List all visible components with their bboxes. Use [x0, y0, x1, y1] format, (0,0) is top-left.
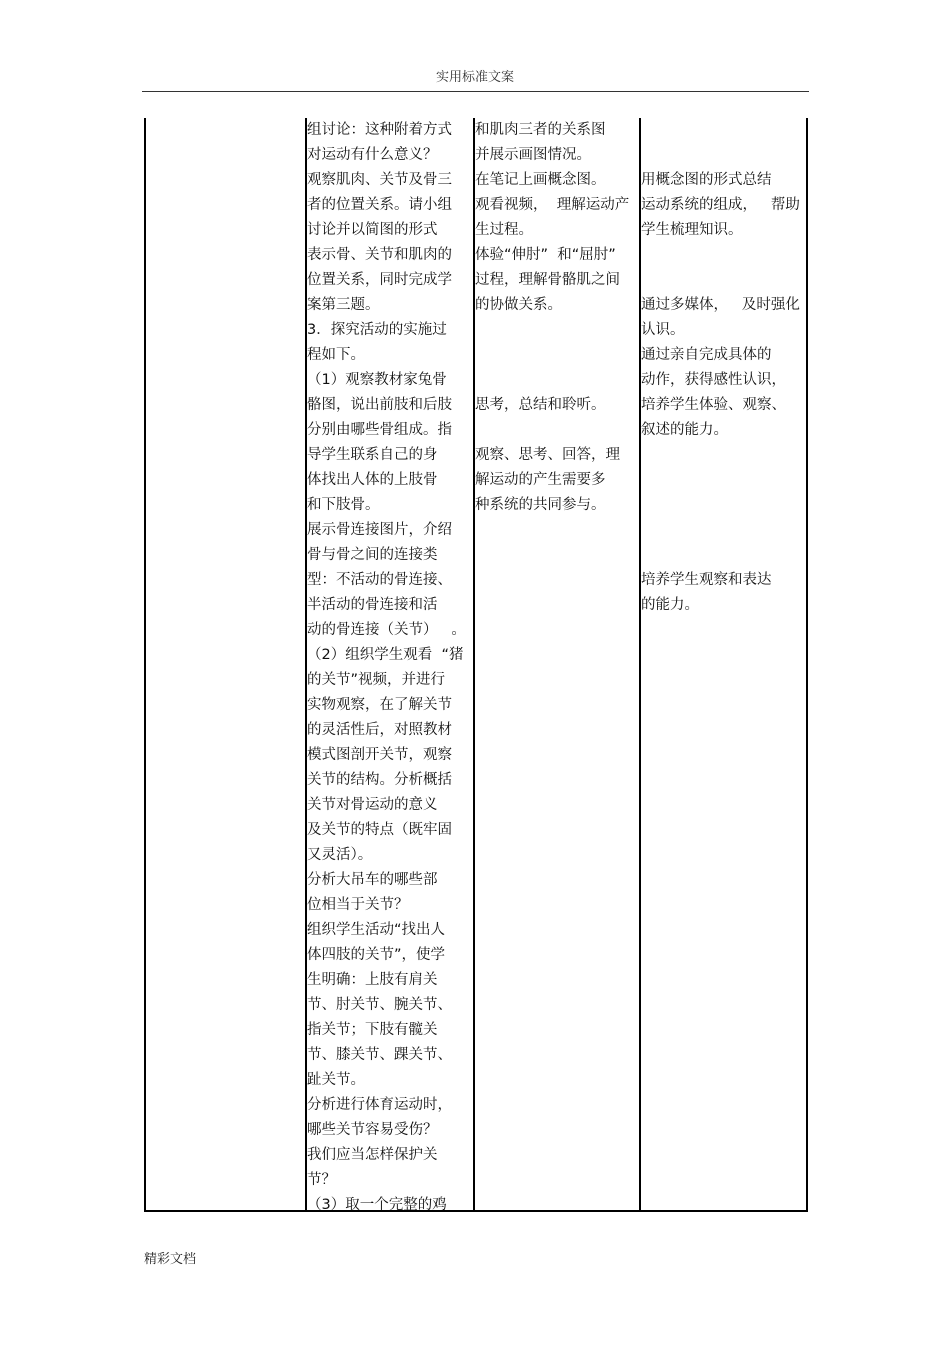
col3-text-line [641, 118, 806, 143]
table-border-bottom [144, 1210, 808, 1212]
col3-text-line: 培养学生体验、观察、 [641, 397, 786, 413]
col1-text-line: 节、肘关节、腕关节、 [307, 997, 452, 1013]
col1-text-line: 我们应当怎样保护关 [307, 1147, 438, 1163]
col3-text-line: 学生梳理知识。 [641, 222, 743, 238]
col2-text-line: 和肌肉三者的关系图 [475, 122, 606, 138]
col1-text-line: （2）组织学生观看 “猪 [307, 647, 464, 663]
col1-text-line: 半活动的骨连接和活 [307, 597, 438, 613]
col3-text-line [641, 493, 806, 518]
design-intent-column [641, 118, 806, 618]
col3-text-line: 的能力。 [641, 597, 699, 613]
col2-text-line [475, 343, 639, 368]
col2-text-line: 观看视频， 理解运动产 [475, 197, 630, 213]
col3-text-line [641, 518, 806, 543]
col1-text-line: 对运动有什么意义？ [307, 147, 438, 163]
col3-text-line: 通过亲自完成具体的 [641, 347, 772, 363]
col2-text-line: 体验“伸肘” 和“屈肘” [475, 247, 616, 263]
col2-text-line: 种系统的共同参与。 [475, 497, 606, 513]
col3-text-line [641, 143, 806, 168]
col1-text-line: 骨与骨之间的连接类 [307, 547, 438, 563]
col1-text-line: 位置关系，同时完成学 [307, 272, 452, 288]
col1-text-line: 分别由哪些骨组成。指 [307, 422, 452, 438]
col3-text-line [641, 468, 806, 493]
col1-text-line: 分析进行体育运动时， [307, 1097, 452, 1113]
col1-text-line: （3）取一个完整的鸡 [307, 1197, 447, 1213]
col1-text-line: 实物观察，在了解关节 [307, 697, 452, 713]
col3-text-line: 培养学生观察和表达 [641, 572, 772, 588]
col2-text-line [475, 368, 639, 393]
col3-text-line: 通过多媒体， 及时强化 [641, 297, 800, 313]
table-border-right [806, 118, 808, 1212]
col3-text-line: 动作，获得感性认识， [641, 372, 786, 388]
col1-text-line: 导学生联系自己的身 [307, 447, 438, 463]
col3-text-line [641, 243, 806, 268]
col1-text-line: 组织学生活动“找出人 [307, 922, 446, 938]
col1-text-line: 的灵活性后，对照教材 [307, 722, 452, 738]
col3-text-line: 叙述的能力。 [641, 422, 728, 438]
col1-text-line: 型：不活动的骨连接、 [307, 572, 452, 588]
col2-text-line: 解运动的产生需要多 [475, 472, 606, 488]
col1-text-line: 分析大吊车的哪些部 [307, 872, 438, 888]
col1-text-line: 节？ [307, 1172, 336, 1188]
col1-text-line: 骼图，说出前肢和后肢 [307, 397, 452, 413]
col2-text-line: 生过程。 [475, 222, 533, 238]
col1-text-line: 讨论并以简图的形式 [307, 222, 438, 238]
col1-text-line: （1）观察教材家兔骨 [307, 372, 447, 388]
col1-text-line: 的关节”视频，并进行 [307, 672, 446, 688]
page-header-title: 实用标准文案 [435, 70, 514, 85]
col2-text-line: 思考，总结和聆听。 [475, 397, 606, 413]
col3-text-line [641, 268, 806, 293]
col1-text-line: 表示骨、关节和肌肉的 [307, 247, 452, 263]
page-footer: 精彩文档 [144, 1252, 197, 1267]
col1-text-line: 动的骨连接（关节） 。 [307, 622, 466, 638]
col3-text-line: 用概念图的形式总结 [641, 172, 772, 188]
col1-text-line: 关节对骨运动的意义 [307, 797, 438, 813]
col1-text-line: 组讨论：这种附着方式 [307, 122, 452, 138]
header-divider [142, 91, 809, 92]
col1-text-line: 又灵活）。 [307, 847, 373, 863]
col1-text-line: 展示骨连接图片，介绍 [307, 522, 452, 538]
col2-text-line [475, 418, 639, 443]
col3-text-line: 运动系统的组成， 帮助 [641, 197, 800, 213]
col2-text-line: 并展示画图情况。 [475, 147, 591, 163]
col1-text-line: 关节的结构。分析概括 [307, 772, 452, 788]
col1-text-line: 体找出人体的上肢骨 [307, 472, 438, 488]
col1-text-line: 体四肢的关节”，使学 [307, 947, 446, 963]
col1-text-line: 案第三题。 [307, 297, 380, 313]
col1-text-line: 位相当于关节？ [307, 897, 409, 913]
col1-text-line: 及关节的特点（既牢固 [307, 822, 452, 838]
col1-text-line: 哪些关节容易受伤？ [307, 1122, 438, 1138]
col2-text-line: 观察、思考、回答，理 [475, 447, 620, 463]
table-border-left [144, 118, 146, 1212]
col3-text-line: 认识。 [641, 322, 685, 338]
col1-text-line: 观察肌肉、关节及骨三 [307, 172, 452, 188]
col2-text-line [475, 318, 639, 343]
col2-text-line: 的协做关系。 [475, 297, 562, 313]
col1-text-line: 模式图剖开关节，观察 [307, 747, 452, 763]
col2-text-line: 过程，理解骨骼肌之间 [475, 272, 620, 288]
col1-text-line: 节、膝关节、踝关节、 [307, 1047, 452, 1063]
col1-text-line: 和下肢骨。 [307, 497, 380, 513]
col1-text-line: 趾关节。 [307, 1072, 365, 1088]
teacher-activity-column [307, 118, 473, 1218]
lesson-plan-table [144, 118, 808, 1212]
col2-text-line: 在笔记上画概念图。 [475, 172, 606, 188]
col1-text-line: 3．探究活动的实施过 [307, 322, 447, 338]
col1-text-line: 生明确：上肢有肩关 [307, 972, 438, 988]
col3-text-line [641, 543, 806, 568]
col1-text-line: 指关节；下肢有髋关 [307, 1022, 438, 1038]
col1-text-line: 者的位置关系。请小组 [307, 197, 452, 213]
col3-text-line [641, 443, 806, 468]
col1-text-line: 程如下。 [307, 347, 365, 363]
student-activity-column [475, 118, 639, 518]
